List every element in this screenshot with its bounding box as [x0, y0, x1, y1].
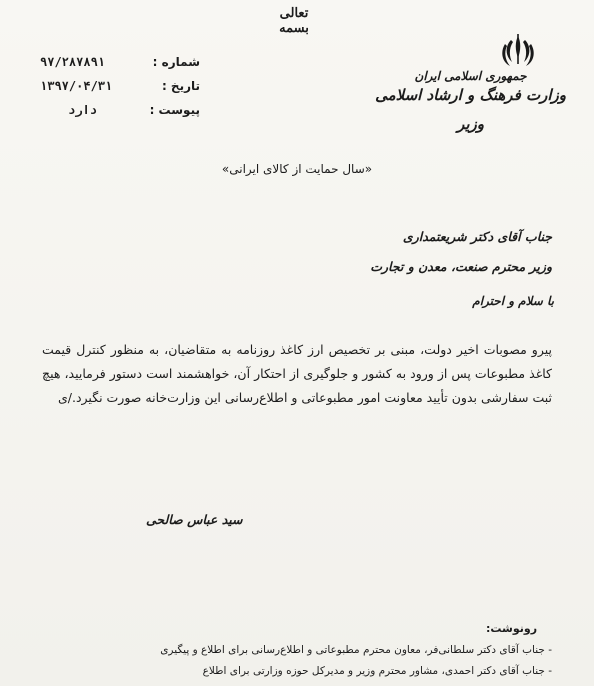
meta-attachment-value: دارد: [68, 103, 97, 117]
position-title: وزیر: [457, 115, 485, 133]
meta-number-label: شماره :: [152, 55, 200, 69]
addressee-block: [370, 222, 552, 282]
body-line: کاغذ مطبوعات پس از ورود به کشور و جلوگیری از احتکار آن، خواهشمند است دستور فرمایید، هیچ: [42, 366, 552, 381]
addressee-name: جناب آقای دکتر شریعتمداری: [402, 229, 552, 244]
meta-attachment-label: پیوست :: [149, 103, 200, 117]
meta-number-value: ۹۷/۲۸۷۸۹۱: [40, 55, 106, 69]
cc-item: - جناب آقای دکتر سلطانی‌فر، معاون محترم مطبوعاتی و اطلاع‌رسانی برای اطلاع و پیگیری: [160, 644, 552, 656]
ministry-name: وزارت فرهنگ و ارشاد اسلامی: [375, 86, 566, 104]
meta-date-label: تاریخ :: [161, 79, 200, 93]
meta-attachment-row: [40, 98, 200, 122]
iran-emblem-icon: [498, 32, 538, 70]
greeting: با سلام و احترام: [472, 294, 554, 308]
bismillah-line-2: بسمه: [279, 21, 309, 36]
cc-item: - جناب آقای دکتر احمدی، مشاور محترم وزیر و مدیرکل حوزه وزارتی برای اطلاع: [202, 665, 552, 677]
meta-number-row: [40, 50, 200, 74]
government-name: جمهوری اسلامی ایران: [414, 69, 527, 83]
cc-list: [160, 640, 552, 682]
bismillah-heading: [262, 6, 326, 36]
letter-meta: [40, 50, 200, 122]
bismillah-line-1: تعالی: [279, 6, 309, 21]
ministry-heading: [375, 68, 566, 136]
signature: سید عباس صالحی: [146, 512, 243, 527]
year-slogan: «سال حمایت از کالای ایرانی»: [221, 162, 373, 176]
body-line: پیرو مصوبات اخیر دولت، مبنی بر تخصیص ارز کاغذ روزنامه به متقاضیان، به منظور کنترل قیمت: [42, 342, 552, 357]
meta-date-row: [40, 74, 200, 98]
addressee-title: وزیر محترم صنعت، معدن و تجارت: [370, 259, 552, 274]
meta-date-value: ۱۳۹۷/۰۴/۳۱: [40, 79, 113, 93]
cc-title: رونوشت:: [486, 622, 538, 635]
body-line: ثبت سفارشی بدون تأیید معاونت امور مطبوعاتی و اطلاع‌رسانی این وزارت‌خانه صورت نگیرد./ی: [57, 390, 552, 405]
letter-body: [42, 338, 552, 410]
